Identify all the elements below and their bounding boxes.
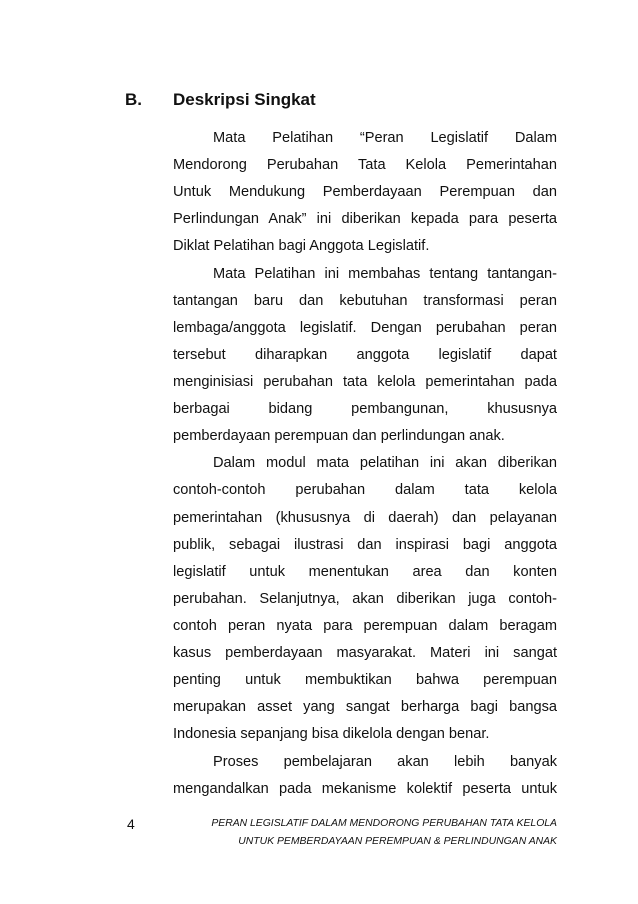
text-line: contoh-contoh perubahan dalam tata kelola bbox=[173, 482, 557, 499]
text-line: legislatif untuk menentukan area dan konten bbox=[173, 563, 557, 580]
text-line: kasus pemberdayaan masyarakat. Materi ini sangat bbox=[173, 645, 557, 662]
text-line: Mendorong Perubahan Tata Kelola Pemerintahan bbox=[173, 157, 557, 174]
text-line: mengandalkan pada mekanisme kolektif peserta untuk bbox=[173, 780, 557, 797]
text-line: perubahan. Selanjutnya, akan diberikan juga contoh- bbox=[173, 590, 557, 607]
text-line: tersebut diharapkan anggota legislatif dapat bbox=[173, 346, 557, 363]
text-line: Mata Pelatihan ini membahas tentang tantangan- bbox=[213, 265, 557, 282]
text-line: contoh peran nyata para perempuan dalam beragam bbox=[173, 617, 557, 634]
text-line: Perlindungan Anak” ini diberikan kepada para peserta bbox=[173, 211, 557, 228]
text-line: Diklat Pelatihan bagi Anggota Legislatif. bbox=[173, 238, 430, 255]
text-line: berbagai bidang pembangunan, khususnya bbox=[173, 401, 557, 418]
text-line: Dalam modul mata pelatihan ini akan diberikan bbox=[213, 455, 557, 472]
running-footer-line-1: PERAN LEGISLATIF DALAM MENDORONG PERUBAHAN TATA KELOLA bbox=[211, 818, 557, 829]
text-line: pemerintahan (khususnya di daerah) dan pelayanan bbox=[173, 509, 557, 526]
text-line: Untuk Mendukung Pemberdayaan Perempuan dan bbox=[173, 184, 557, 201]
text-line: pemberdayaan perempuan dan perlindungan anak. bbox=[173, 428, 505, 445]
text-line: penting untuk membuktikan bahwa perempuan bbox=[173, 672, 557, 689]
section-heading bbox=[0, 90, 638, 114]
text-line: menginisiasi perubahan tata kelola pemerintahan pada bbox=[173, 373, 557, 390]
section-letter: B. bbox=[125, 90, 142, 109]
text-line: publik, sebagai ilustrasi dan inspirasi bagi anggota bbox=[173, 536, 557, 553]
text-line: Proses pembelajaran akan lebih banyak bbox=[213, 753, 557, 770]
page-number: 4 bbox=[127, 816, 135, 832]
text-line: merupakan asset yang sangat berharga bagi bangsa bbox=[173, 699, 557, 716]
text-line: Indonesia sepanjang bisa dikelola dengan benar. bbox=[173, 726, 490, 743]
section-title: Deskripsi Singkat bbox=[173, 90, 316, 109]
text-line: tantangan baru dan kebutuhan transformasi peran bbox=[173, 292, 557, 309]
text-line: Mata Pelatihan “Peran Legislatif Dalam bbox=[213, 130, 557, 146]
text-line: lembaga/anggota legislatif. Dengan perubahan peran bbox=[173, 319, 557, 336]
running-footer-line-2: UNTUK PEMBERDAYAAN PEREMPUAN & PERLINDUNGAN ANAK bbox=[238, 836, 557, 847]
body-text bbox=[173, 125, 557, 803]
